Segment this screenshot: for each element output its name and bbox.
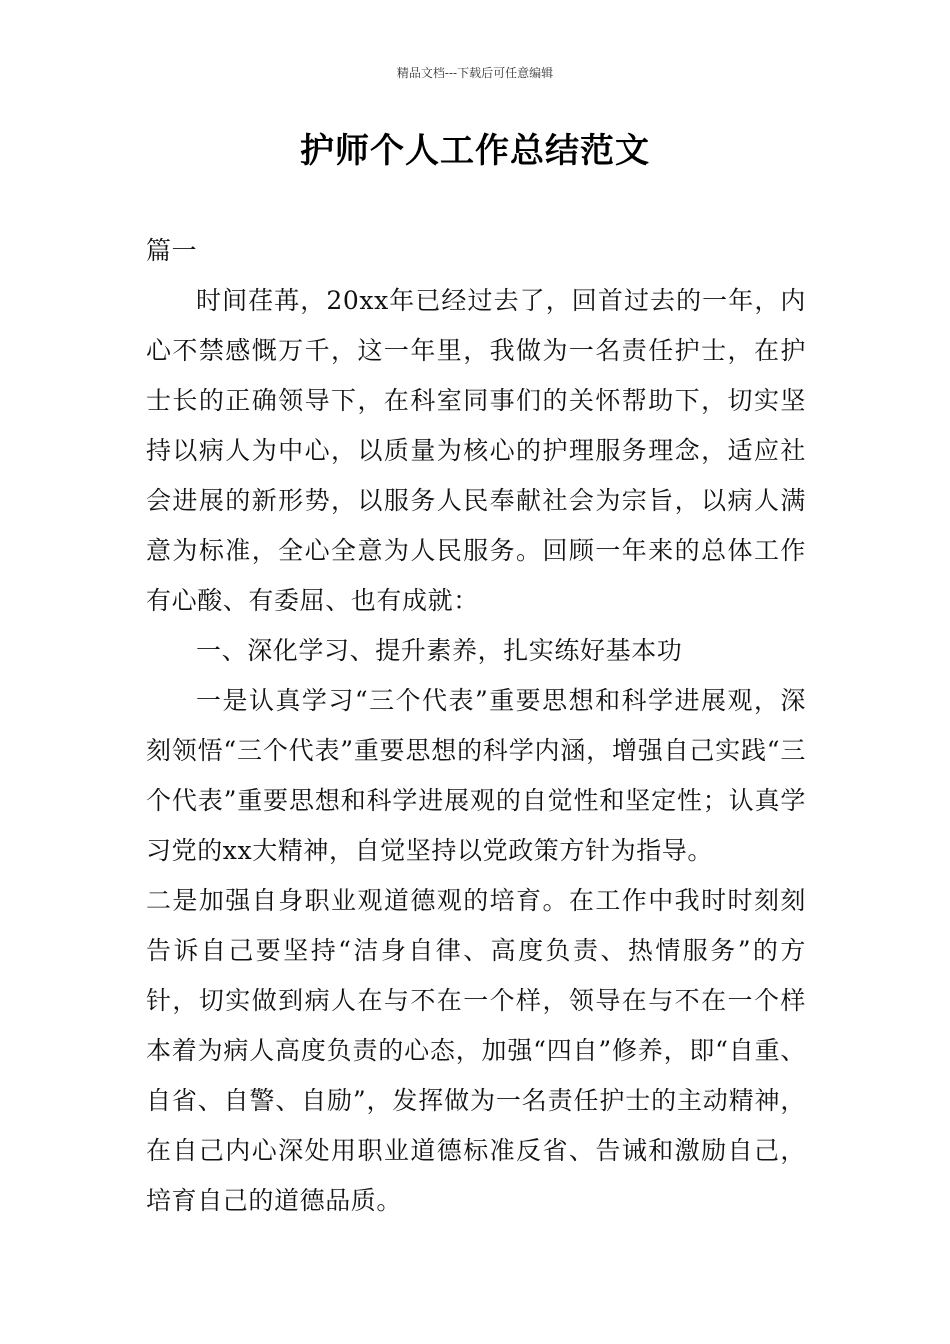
- paragraph-study-point-one: 一是认真学习“三个代表”重要思想和科学进展观，深刻领悟“三个代表”重要思想的科学内涵，增强自己实践“三个代表”重要思想和科学进展观的自觉性和坚定性；认真学习党的xx大精神，自觉坚持以党政策方针为指导。: [146, 686, 806, 865]
- subheading-study: 一、深化学习、提升素养，扎实练好基本功: [196, 636, 683, 665]
- paragraph-intro: 时间荏苒，20xx年已经过去了，回首过去的一年，内心不禁感慨万千，这一年里，我做为一名责任护士，在护士长的正确领导下，在科室同事们的关怀帮助下，切实坚持以病人为中心，以质量为核心的护理服务理念，适应社会进展的新形势，以服务人民奉献社会为宗旨，以病人满意为标准，全心全意为人民服务。回顾一年来的总体工作有心酸、有委屈、也有成就：: [146, 286, 806, 615]
- document-title: 护师个人工作总结范文: [300, 131, 650, 171]
- document-body: [146, 226, 806, 1226]
- paragraph-study-point-two: 二是加强自身职业观道德观的培育。在工作中我时时刻刻告诉自己要坚持“洁身自律、高度负责、热情服务”的方针，切实做到病人在与不在一个样，领导在与不在一个样本着为病人高度负责的心态，加强“四自”修养，即“自重、自省、自警、自励”，发挥做为一名责任护士的主动精神，在自己内心深处用职业道德标准反省、告诫和激励自己，培育自己的道德品质。: [146, 886, 806, 1215]
- page-header-note: 精品文档---下载后可任意编辑: [396, 66, 554, 80]
- section-label: 篇一: [146, 236, 198, 265]
